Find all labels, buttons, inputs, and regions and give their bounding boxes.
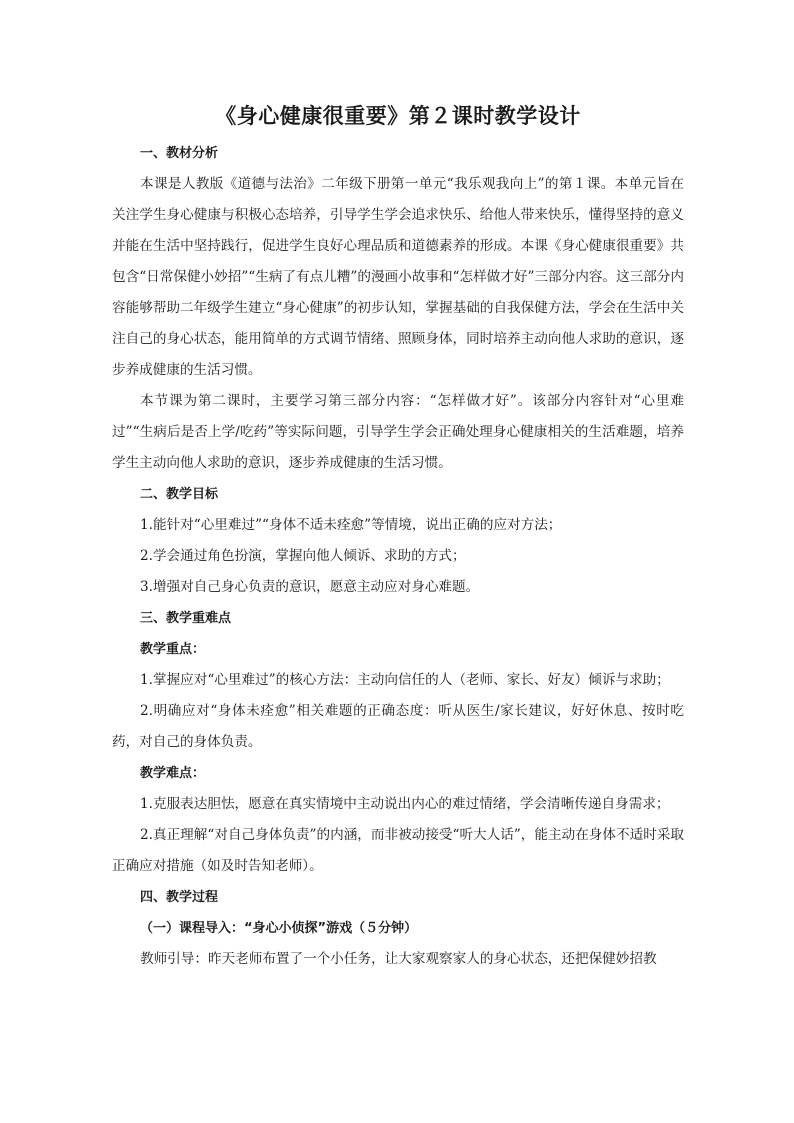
subsection-heading-intro: （一）课程导入：“身心小侦探”游戏（５分钟） — [140, 921, 418, 936]
goal-item: 1.能针对“心里难过”“身体不适未痊愈”等情境，说出正确的应对方法； — [140, 517, 562, 533]
difficult-points-label: 教学难点： — [140, 766, 206, 781]
document-title: 《身心健康很重要》第２课时教学设计 — [215, 104, 581, 128]
section-heading-teaching-goals: 二、教学目标 — [140, 487, 219, 502]
key-point-item: 1.掌握应对“心里难过”的核心方法：主动向信任的人（老师、家长、好友）倾诉与求助； — [140, 672, 670, 688]
paragraph-textbook-overview: 本课是人教版《道德与法治》二年级下册第一单元“我乐观我向上”的第１课。本单元旨在关注学生身心健康与积极心态培养，引导学生学会追求快乐、给他人带来快乐，懂得坚持的意义并能在生活中坚持践行，促进学生良好心理品质和道德素养的形成。本课《身心健康很重要》共包含“日常保健小妙招”“生病了有点儿糟”的漫画小故事和“怎样做才好”三部分内容。这三部分内容能够帮助二年级学生建立“身心健康”的初步认知，掌握基础的自我保健方法，学会在生活中关注自己的身心状态，能用简单的方式调节情绪、照顾身体，同时培养主动向他人求助的意识，逐步养成健康的生活习惯。 — [112, 176, 684, 378]
goal-item: 3.增强对自己身心负责的意识，愿意主动应对身心难题。 — [140, 579, 480, 595]
difficult-point-item: 1.克服表达胆怯，愿意在真实情境中主动说出内心的难过情绪，学会清晰传递自身需求； — [140, 796, 670, 812]
section-heading-textbook-analysis: 一、教材分析 — [140, 146, 219, 161]
section-heading-key-difficult-points: 三、教学重难点 — [140, 611, 232, 626]
section-heading-teaching-process: 四、教学过程 — [140, 890, 219, 905]
key-points-label: 教学重点： — [140, 642, 206, 657]
paragraph-teacher-guidance: 教师引导：昨天老师布置了一个小任务，让大家观察家人的身心状态，还把保健妙招教 — [140, 951, 657, 967]
document-body — [112, 100, 684, 975]
difficult-point-item: 2.真正理解“对自己身体负责”的内涵，而非被动接受“听大人话”，能主动在身体不适时采取正确应对措施（如及时告知老师）。 — [112, 827, 684, 874]
paragraph-lesson-focus: 本节课为第二课时，主要学习第三部分内容：“怎样做才好”。该部分内容针对“心里难过”“生病后是否上学/吃药”等实际问题，引导学生学会正确处理身心健康相关的生活难题，培养学生主动向他人求助的意识，逐步养成健康的生活习惯。 — [112, 393, 684, 471]
key-point-item: 2.明确应对“身体未痊愈”相关难题的正确态度：听从医生/家长建议，好好休息、按时吃药，对自己的身体负责。 — [112, 703, 684, 750]
goal-item: 2.学会通过角色扮演，掌握向他人倾诉、求助的方式； — [140, 548, 466, 564]
